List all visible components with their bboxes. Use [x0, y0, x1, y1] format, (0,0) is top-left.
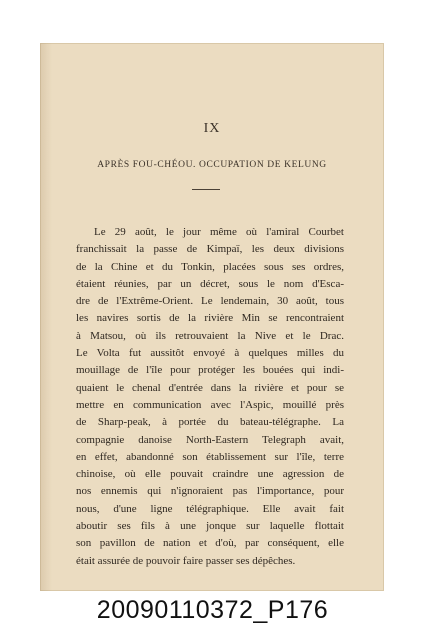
text-line: les navires sortis de la rivière Min se rencontraient — [76, 312, 344, 325]
text-line: dre de l'Extrême-Orient. Le lendemain, 30 août, tous — [76, 295, 344, 308]
text-line: à Matsou, où ils retrouvaient la Nive et le Drac. — [76, 329, 344, 342]
book-page — [40, 43, 384, 591]
chapter-title: APRÈS FOU-CHÉOU. OCCUPATION DE KELUNG — [97, 160, 327, 170]
chapter-number: IX — [203, 121, 221, 136]
text-line: aboutir ses fils à une jonque sur laquelle flottait — [76, 520, 344, 533]
text-line: franchissait la passe de Kimpaï, les deux divisions — [76, 243, 344, 256]
text-line: nous, d'une ligne télégraphique. Elle avait fait — [76, 502, 344, 515]
text-line: mouillage de l'île pour protéger les bouées qui indi- — [76, 364, 344, 377]
text-line: quaient le chenal d'entrée dans la rivière et pour se — [76, 381, 344, 394]
text-line: étaient réunies, par un décret, sous le nom d'Esca- — [76, 277, 344, 290]
text-line: mettre en communication avec l'Aspic, mouillé près — [76, 398, 344, 411]
title-divider — [192, 189, 220, 190]
text-line: en effet, abandonné son établissement sur l'île, terre — [76, 450, 344, 463]
text-line: son pavillon de nation et d'où, par conséquent, elle — [76, 537, 344, 550]
text-line: nos ennemis qui n'ignoraient pas l'importance, pour — [76, 485, 344, 498]
body-paragraph — [76, 224, 344, 570]
text-line: compagnie danoise North-Eastern Telegraph avait, — [76, 433, 344, 446]
text-line: Le 29 août, le jour même où l'amiral Courbet — [94, 226, 344, 238]
text-line: de la Chine et du Tonkin, placées sous ses ordres, — [76, 260, 344, 273]
text-line: de Sharp-peak, à portée du bateau-télégraphe. La — [76, 416, 344, 429]
archive-id-label: 20090110372_P176 — [96, 596, 329, 624]
text-line: chinoise, où elle pouvait craindre une agression de — [76, 468, 344, 481]
text-line: Le Volta fut aussitôt envoyé à quelques milles du — [76, 347, 344, 360]
text-line: était assurée de pouvoir faire passer ses dépêches. — [76, 554, 296, 567]
